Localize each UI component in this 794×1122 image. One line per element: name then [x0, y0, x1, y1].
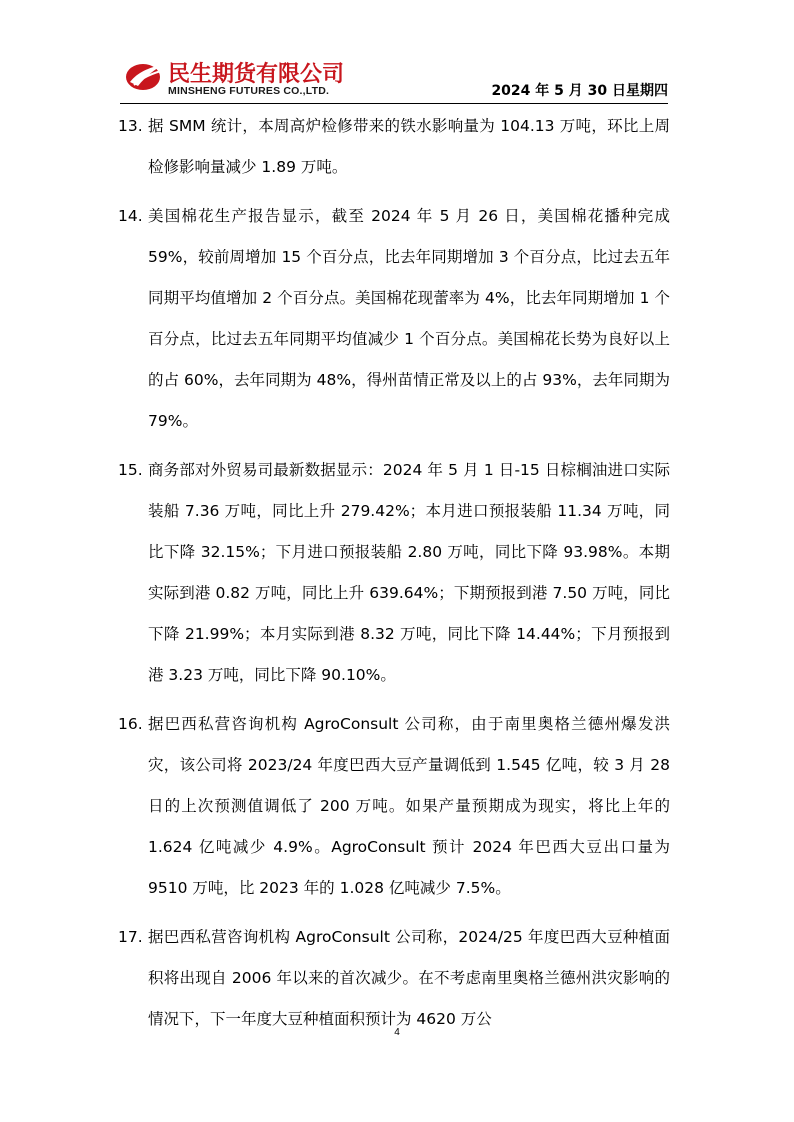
- item-text: 据 SMM 统计，本周高炉检修带来的铁水影响量为 104.13 万吨，环比上周检修影响量减少 1.89 万吨。: [148, 117, 670, 176]
- list-item: [118, 704, 670, 909]
- item-text: 据巴西私营咨询机构 AgroConsult 公司称，由于南里奥格兰德州爆发洪灾，该公司将 2023/24 年度巴西大豆产量调低到 1.545 亿吨，较 3 月 28 日的上次预测值调低了 200 万吨。如果产量预期成为现实，将比上年的 1.624 亿吨减少 4.9%。AgroConsult 预计 2024 年巴西大豆出口量为 9510 万吨，比 2023 年的 1.028 亿吨减少 7.5%。: [148, 715, 670, 897]
- company-logo: [124, 54, 364, 100]
- item-number: 17.: [118, 928, 143, 946]
- item-text: 商务部对外贸易司最新数据显示：2024 年 5 月 1 日-15 日棕榈油进口实际装船 7.36 万吨，同比上升 279.42%；本月进口预报装船 11.34 万吨，同比下降 32.15%；下月进口预报装船 2.80 万吨，同比下降 93.98%。本期实际到港 0.82 万吨，同比上升 639.64%；下期预报到港 7.50 万吨，同比下降 21.99%；本月实际到港 8.32 万吨，同比下降 14.44%；下月预报到港 3.23 万吨，同比下降 90.10%。: [148, 461, 670, 684]
- minsheng-logo-icon: [124, 58, 166, 94]
- news-list: [118, 106, 670, 1048]
- report-date: 2024 年 5 月 30 日星期四: [491, 83, 668, 99]
- item-text: 美国棉花生产报告显示，截至 2024 年 5 月 26 日，美国棉花播种完成 59%，较前周增加 15 个百分点，比去年同期增加 3 个百分点，比过去五年同期平均值增加 2 个百分点。美国棉花现蕾率为 4%，比去年同期增加 1 个百分点，比过去五年同期平均值减少 1 个百分点。美国棉花长势为良好以上的占 60%，去年同期为 48%，得州苗情正常及以上的占 93%，去年同期为 79%。: [148, 207, 670, 430]
- list-item: [118, 450, 670, 696]
- header-divider: [120, 103, 668, 104]
- logo-chinese-name: 民生期货有限公司: [168, 62, 345, 87]
- item-text: 据巴西私营咨询机构 AgroConsult 公司称，2024/25 年度巴西大豆种植面积将出现自 2006 年以来的首次减少。在不考虑南里奥格兰德州洪灾影响的情况下，下一年度大豆种植面积预计为 4620 万公: [148, 928, 670, 1028]
- item-number: 13.: [118, 117, 143, 135]
- item-number: 16.: [118, 715, 143, 733]
- list-item: [118, 917, 670, 1040]
- list-item: [118, 196, 670, 442]
- logo-english-name: MINSHENG FUTURES CO.,LTD.: [168, 85, 330, 97]
- item-number: 15.: [118, 461, 143, 479]
- page-number: 4: [394, 1027, 400, 1038]
- item-number: 14.: [118, 207, 143, 225]
- list-item: [118, 106, 670, 188]
